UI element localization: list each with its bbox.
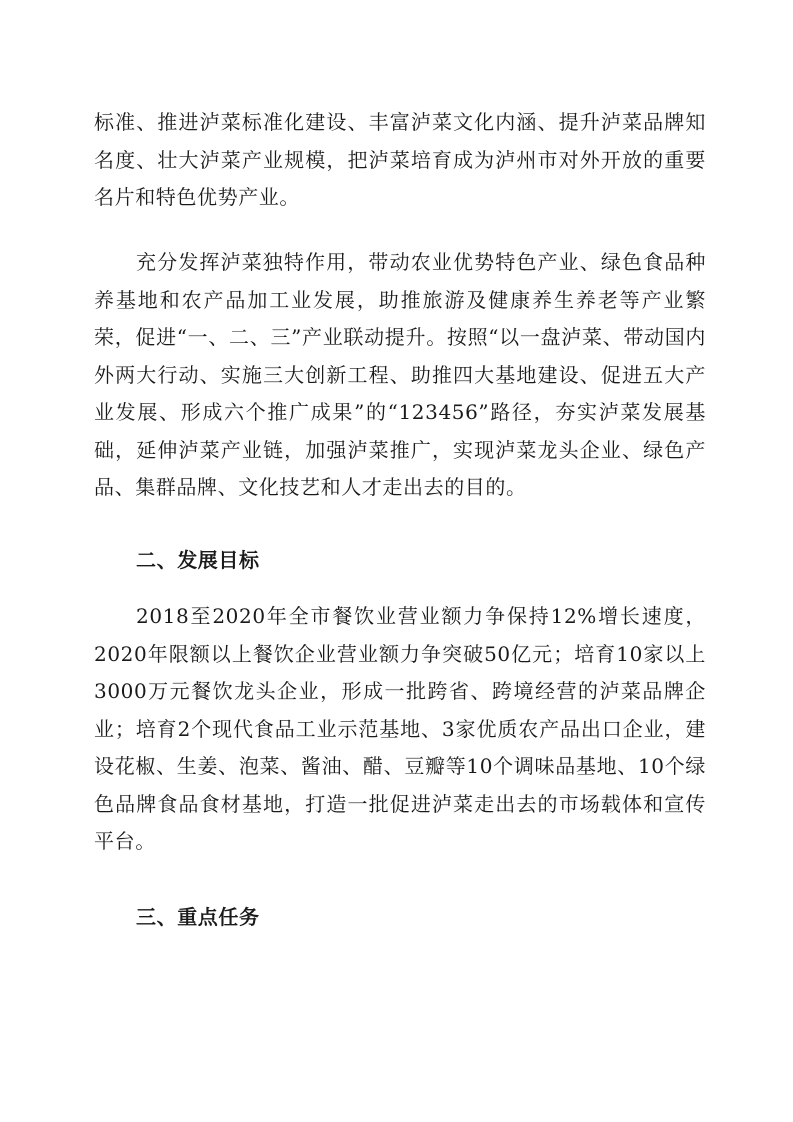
- section-heading: 三、重点任务: [136, 905, 260, 929]
- section-heading: 二、发展目标: [136, 548, 260, 572]
- body-paragraph: 2018至2020年全市餐饮业营业额力争保持12%增长速度，2020年限额以上餐饮企业营业额力争突破50亿元；培育10家以上3000万元餐饮龙头企业，形成一批跨省、跨境经营的泸菜品牌企业；培育2个现代食品工业示范基地、3家优质农产品出口企业，建设花椒、生姜、泡菜、酱油、醋、豆瓣等10个调味品基地、10个绿色品牌食品食材基地，打造一批促进泸菜走出去的市场载体和宣传平台。: [94, 604, 706, 853]
- body-paragraph: 标准、推进泸菜标准化建设、丰富泸菜文化内涵、提升泸菜品牌知名度、壮大泸菜产业规模，把泸菜培育成为泸州市对外开放的重要名片和特色优势产业。: [94, 110, 706, 209]
- body-paragraph: 充分发挥泸菜独特作用，带动农业优势特色产业、绿色食品种养基地和农产品加工业发展，助推旅游及健康养生养老等产业繁荣，促进“一、二、三”产业联动提升。按照“以一盘泸菜、带动国内外两大行动、实施三大创新工程、助推四大基地建设、促进五大产业发展、形成六个推广成果”的“123456”路径，夯实泸菜发展基础，延伸泸菜产业链，加强泸菜推广，实现泸菜龙头企业、绿色产品、集群品牌、文化技艺和人才走出去的目的。: [94, 250, 706, 499]
